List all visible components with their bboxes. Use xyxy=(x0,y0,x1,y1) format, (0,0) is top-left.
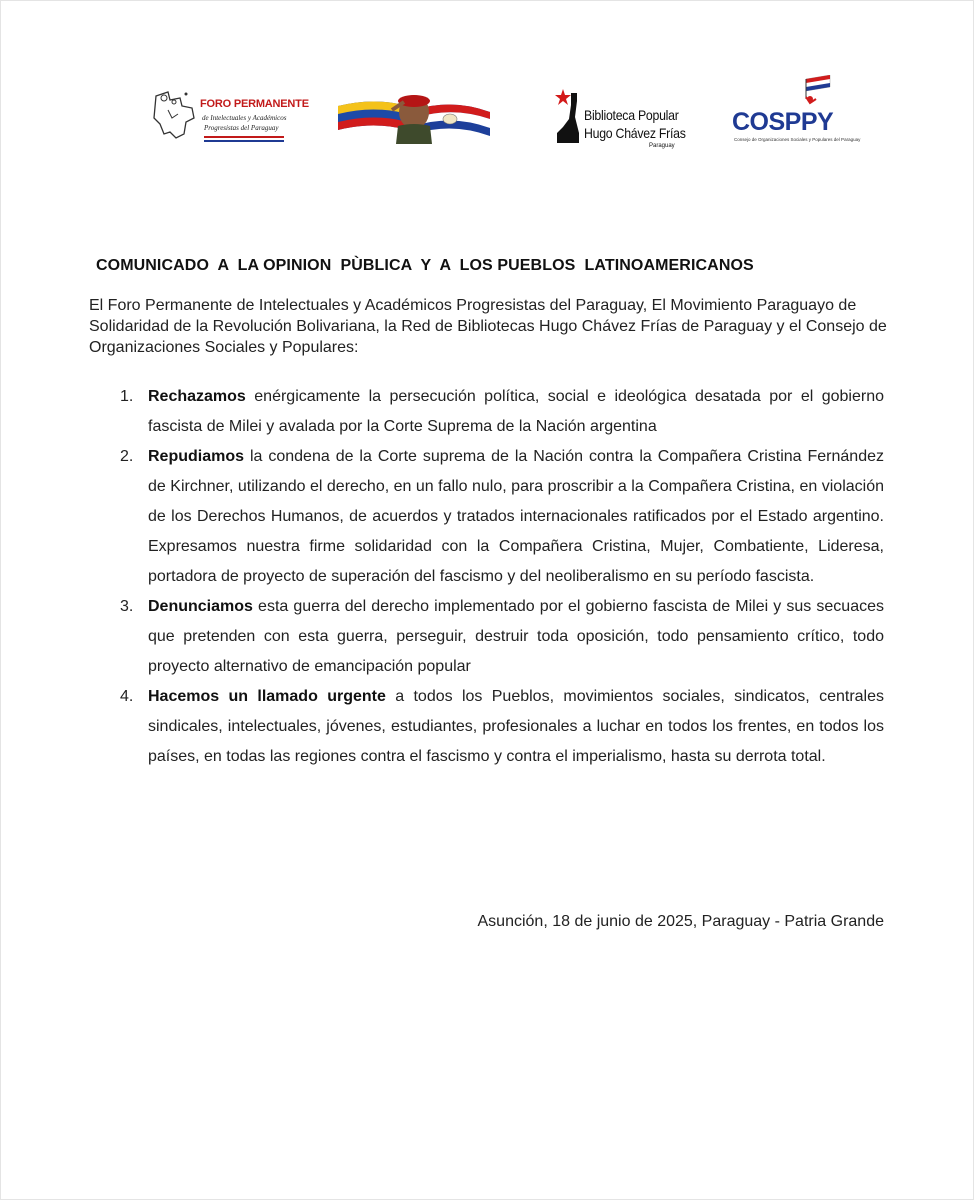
raised-fist-star-icon xyxy=(553,87,583,145)
list-item-lead: Repudiamos xyxy=(148,448,245,465)
flags-portrait-logo xyxy=(338,92,490,144)
cosppy-logo-name: COSPPY xyxy=(732,108,834,136)
foro-logo-country: Progresistas del Paraguay xyxy=(204,124,279,132)
paraguay-map-icon xyxy=(150,88,200,144)
list-item-lead: Denunciamos xyxy=(148,598,253,615)
list-item-text: a todos los Pueblos, movimientos sociales, sindicatos, centrales sindicales, intelectuales, jóvenes, estudiantes, profesionales a luchar en todos los frentes, en todos los países, en todas las regiones contra el fascismo y contra el imperialismo, hasta su derrota total. xyxy=(148,688,884,765)
list-item-text: esta guerra del derecho implementado por el gobierno fascista de Milei y sus secuaces que pretenden con esta guerra, perseguir, destruir toda oposición, todo pensamiento crítico, todo proyecto alternativo de emancipación popular xyxy=(148,598,884,675)
biblioteca-logo-country: Paraguay xyxy=(649,143,675,149)
list-item-number: 4. xyxy=(120,688,134,705)
biblioteca-logo-line1: Biblioteca Popular xyxy=(584,107,679,123)
list-item xyxy=(114,682,884,772)
foro-logo-subtitle: de Intelectuales y Académicos xyxy=(202,114,287,122)
list-item-text: la condena de la Corte suprema de la Nación contra la Compañera Cristina Fernández de Kirchner, utilizando el derecho, en un fallo nulo, para proscribir a la Compañera Cristina, en violación de los Derechos Humanos, de acuerdos y tratados internacionales ratificados por el Estado argentino. Expresamos nuestra firme solidaridad con la Compañera Cristina, Mujer, Combatiente, Lideresa, portadora de proyecto de superación del fascismo y del neoliberalismo en su período fascista. xyxy=(148,448,884,585)
biblioteca-logo-line2: Hugo Chávez Frías xyxy=(584,125,686,141)
list-item-text: enérgicamente la persecución política, social e ideológica desatada por el gobierno fascista de Milei y avalada por la Corte Suprema de la Nación argentina xyxy=(148,388,884,435)
list-item xyxy=(114,592,884,682)
list-item xyxy=(114,382,884,442)
list-item-lead: Rechazamos xyxy=(148,388,246,405)
place-date-signature: Asunción, 18 de junio de 2025, Paraguay - Patria Grande xyxy=(477,913,884,930)
venezuela-paraguay-flags-icon xyxy=(338,92,490,144)
list-item-number: 1. xyxy=(120,388,134,405)
cosppy-logo-subtitle: Consejo de Organizaciones Sociales y Populares del Paraguay xyxy=(734,137,861,142)
foro-flag-stripe-icon xyxy=(204,136,284,142)
list-item-lead: Hacemos un llamado urgente xyxy=(148,688,386,705)
list-item-number: 3. xyxy=(120,598,134,615)
cosppy-logo xyxy=(730,75,861,150)
communique-title: COMUNICADO A LA OPINION PÙBLICA Y A LOS PUEBLOS LATINOAMERICANOS xyxy=(96,257,754,274)
list-item-number: 2. xyxy=(120,448,134,465)
foro-permanente-logo xyxy=(150,88,309,144)
foro-logo-title: FORO PERMANENTE xyxy=(200,98,309,110)
intro-paragraph: El Foro Permanente de Intelectuales y Académicos Progresistas del Paraguay, El Movimiento Paraguayo de Solidaridad de la Revolución Bolivariana, la Red de Bibliotecas Hugo Chávez Frías de Paraguay y el Consejo de Organizaciones Sociales y Populares: xyxy=(89,297,887,356)
list-item xyxy=(114,442,884,592)
resolution-list xyxy=(114,382,884,772)
logo-header xyxy=(0,70,974,160)
biblioteca-popular-logo xyxy=(553,87,688,151)
